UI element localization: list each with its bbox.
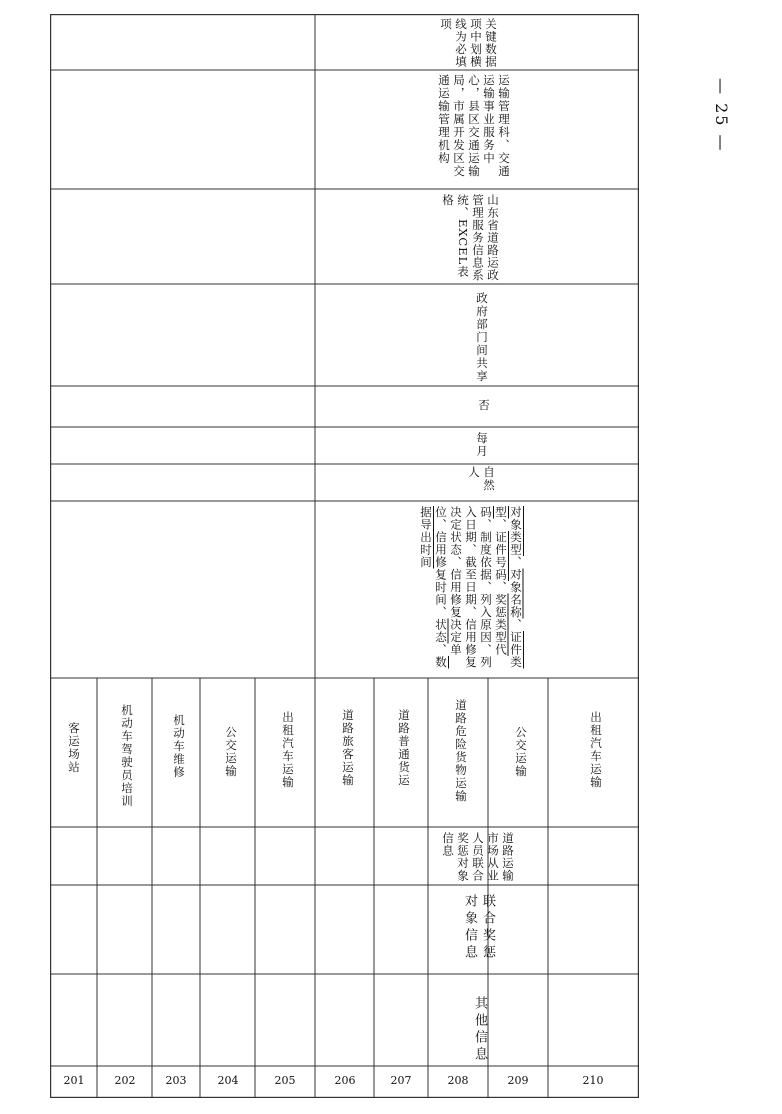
row-number: 209 [507,1074,529,1087]
data-item-name: 客运场站 [67,722,81,774]
system-cell: 山东省道路运政管理服务信息系统、EXCEL表格 [441,194,500,282]
frequency-cell: 每月 [475,432,489,458]
field-cert-type: 证件类型 [494,506,523,669]
open-cell: 否 [477,399,491,412]
subject-cell: 自然人 [467,466,496,492]
row-number: 201 [63,1074,85,1087]
key-fields-cell [418,506,523,676]
data-table [50,14,639,1098]
subcategory-cell: 联合奖惩对象信息 [462,894,495,962]
field-status: 状态 [434,618,448,644]
department-cell: 运输管理科、交通运输事业服务中心，县区交通运输局，市属开发区交通运输管理机构 [437,74,511,178]
data-item-name: 出租汽车运输 [281,711,295,789]
remark-cell: 关键数据项中划横线为必填项 [439,18,498,68]
sharing-cell: 政府部门间共享 [475,292,489,383]
row-number: 203 [165,1074,187,1087]
data-item-name: 公交运输 [514,726,528,778]
field-sep: 、 [509,618,523,631]
row-number: 205 [274,1074,296,1087]
info-name-cell: 道路运输市场从业人员联合奖惩对象信息 [441,832,515,882]
data-item-name: 机动车维修 [172,714,186,779]
data-item-name: 道路危险货物运输 [454,699,468,803]
field-sep: 、 [509,556,523,569]
field-export-time: 数据导出时间 [419,506,448,669]
data-item-name: 机动车驾驶员培训 [120,704,134,808]
data-item-name: 出租汽车运输 [589,711,603,789]
field-sep: 、 [434,643,448,656]
category-cell: 其他信息 [472,996,487,1064]
row-number: 210 [582,1074,604,1087]
field-reward-code: 奖惩类型代码 [479,506,508,656]
table-grid [50,14,639,1098]
row-number: 208 [447,1074,469,1087]
page-number: — 25 — [712,78,731,153]
row-number: 204 [217,1074,239,1087]
data-item-name: 公交运输 [224,726,238,778]
field-sep: 、 [494,581,508,594]
data-item-name: 道路普通货运 [397,709,411,787]
row-number: 202 [114,1074,136,1087]
field-cert-number: 证件号码 [494,531,508,581]
row-number: 207 [390,1074,412,1087]
row-number: 206 [334,1074,356,1087]
field-object-type: 对象类型 [509,506,523,556]
field-sep: 、 [494,518,508,531]
field-object-name: 对象名称 [509,568,523,619]
field-other-items: 、制度依据、列入原因、列入日期、截至日期、信用修复决定状态、信用修复决定单位、信用修复时间、 [434,506,493,669]
data-item-name: 道路旅客运输 [341,709,355,787]
